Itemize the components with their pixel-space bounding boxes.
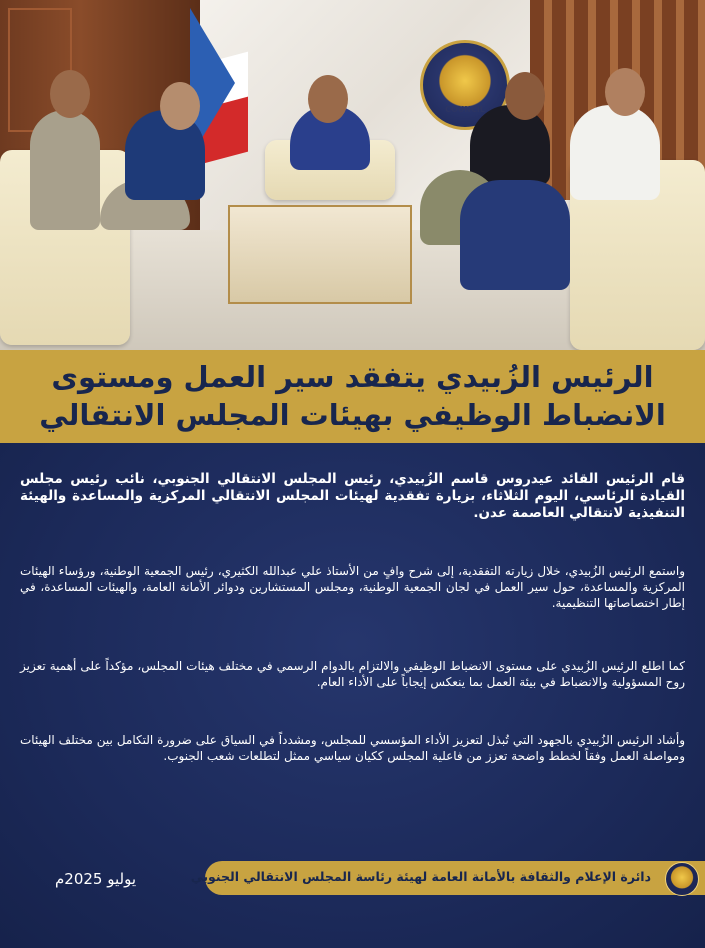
department-credit: دائرة الإعلام والثقافة بالأمانة العامة لهيئة رئاسة المجلس الانتقالي الجنوبي bbox=[190, 869, 651, 884]
person-2-head bbox=[160, 82, 200, 130]
person-5-head bbox=[605, 68, 645, 116]
publish-date: يوليو 2025م bbox=[55, 870, 137, 888]
person-5-legs bbox=[460, 180, 570, 290]
meeting-photo bbox=[0, 0, 705, 350]
person-4-head bbox=[505, 72, 545, 120]
paragraph-3: كما اطلع الرئيس الزُبيدي على مستوى الانضباط الوظيفي والالتزام بالدوام الرسمي في مختلف هيئات المجلس، مؤكداً على أهمية تعزيز روح المسؤولية والانضباط في بيئة العمل بما ينعكس إيجاباً على الأداء العام. bbox=[20, 659, 685, 689]
paragraph-1: قام الرئيس القائد عيدروس قاسم الزُبيدي، رئيس المجلس الانتقالي الجنوبي، نائب رئيس مجلس القيادة الرئاسي، اليوم الثلاثاء، بزيارة تفقدية لهيئات المجلس الانتقالي المركزية والمساعدة والهيئة التنفيذية لانتقالي العاصمة عدن. bbox=[20, 471, 685, 521]
paragraph-4: وأشاد الرئيس الزُبيدي بالجهود التي تُبذل لتعزيز الأداء المؤسسي للمجلس، ومشدداً في السياق على ضرورة التكامل بين مختلف الهيئات ومواصلة العمل وفقاً لخطط واضحة تعزز من فاعلية المجلس ككيان سياسي ممثل لتطلعات شعب الجنوب. bbox=[20, 733, 685, 763]
headline-line-1: الرئيس الزُبيدي يتفقد سير العمل ومستوى bbox=[51, 360, 654, 394]
person-4 bbox=[470, 105, 550, 185]
person-1-head bbox=[50, 70, 90, 118]
headline bbox=[20, 358, 685, 434]
headline-band bbox=[0, 350, 705, 443]
footer-bar bbox=[190, 861, 705, 895]
coffee-table bbox=[228, 205, 412, 304]
person-3-head bbox=[308, 75, 348, 123]
council-emblem-small-icon bbox=[665, 862, 699, 896]
person-1 bbox=[30, 110, 100, 230]
headline-line-2: الانضباط الوظيفي بهيئات المجلس الانتقالي bbox=[39, 398, 666, 432]
emblem-text: COUNCIL bbox=[445, 105, 485, 114]
article-body bbox=[0, 443, 705, 948]
paragraph-2: واستمع الرئيس الزُبيدي، خلال زيارته التفقدية، إلى شرح وافٍ من الأستاذ علي عبدالله الكثيري، رئيس الجمعية الوطنية، ورؤساء الهيئات المركزية والمساعدة، حول سير العمل في لجان الجمعية الوطنية، ومجلس المستشارين ودوائر الأمانة العامة، والهيئات المساعدة، في إطار اختصاصاتها التنظيمية. bbox=[20, 564, 685, 610]
person-5 bbox=[570, 105, 660, 200]
